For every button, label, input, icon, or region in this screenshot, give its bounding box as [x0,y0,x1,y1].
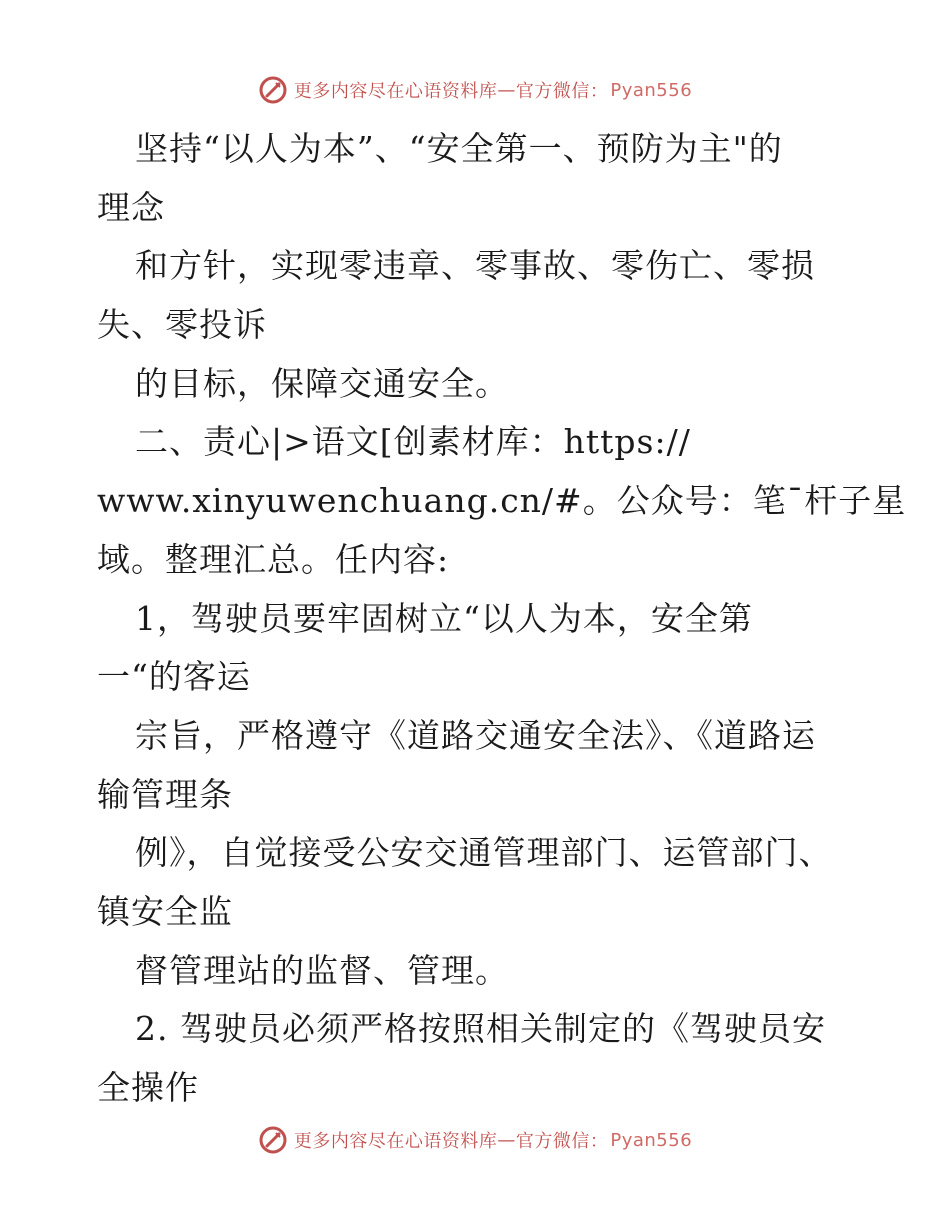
text-line: 二、责心|>语文[创素材库：https:// [135,422,691,462]
text-line: www.xinyuwenchuang.cn/#。公众号：笔¯杆子星 [97,481,907,521]
document-body [97,120,907,1118]
text-line: 督管理站的监督、管理。 [135,950,509,990]
text-line: 理念 [97,187,165,227]
footer-site-text: 更多内容尽在心语资料库 [293,1131,498,1152]
footer-banner [0,1120,950,1160]
pen-logo-icon [258,75,288,105]
header-banner [0,70,950,110]
text-line: 域。整理汇总。任内容: [97,539,450,579]
footer-wechat-label: 官方微信： [515,1131,609,1152]
text-line: 宗旨，严格遵守《道路交通安全法》、《道路运 [135,715,816,755]
footer-separator: — [497,1129,516,1151]
text-line: 坚持“以人为本”、“安全第一、预防为主"的 [135,129,783,168]
text-line: 例》，自觉接受公安交通管理部门、运管部门、 [135,833,833,873]
text-line: 的目标，保障交通安全。 [135,363,509,403]
text-line: 失、零投诉 [97,305,267,345]
text-line: 全操作 [97,1068,199,1107]
text-line: 和方针，实现零违章、零事故、零伤亡、零损 [135,246,815,286]
text-line: 镇安全监 [97,891,233,931]
footer-account: Pyan556 [610,1129,693,1151]
pen-logo-icon [258,1125,288,1155]
text-line: 2. 驾驶员必须严格按照相关制定的《驾驶员安 [135,1009,826,1049]
header-site-text: 更多内容尽在心语资料库 [293,81,498,102]
header-account: Pyan556 [610,79,693,101]
header-wechat-label: 官方微信： [515,81,609,102]
text-line: 输管理条 [97,774,233,814]
text-line: 1，驾驶员要牢固树立“以人为本，安全第 [135,598,753,638]
header-separator: — [497,79,516,101]
text-line: 一“的客运 [97,657,251,697]
